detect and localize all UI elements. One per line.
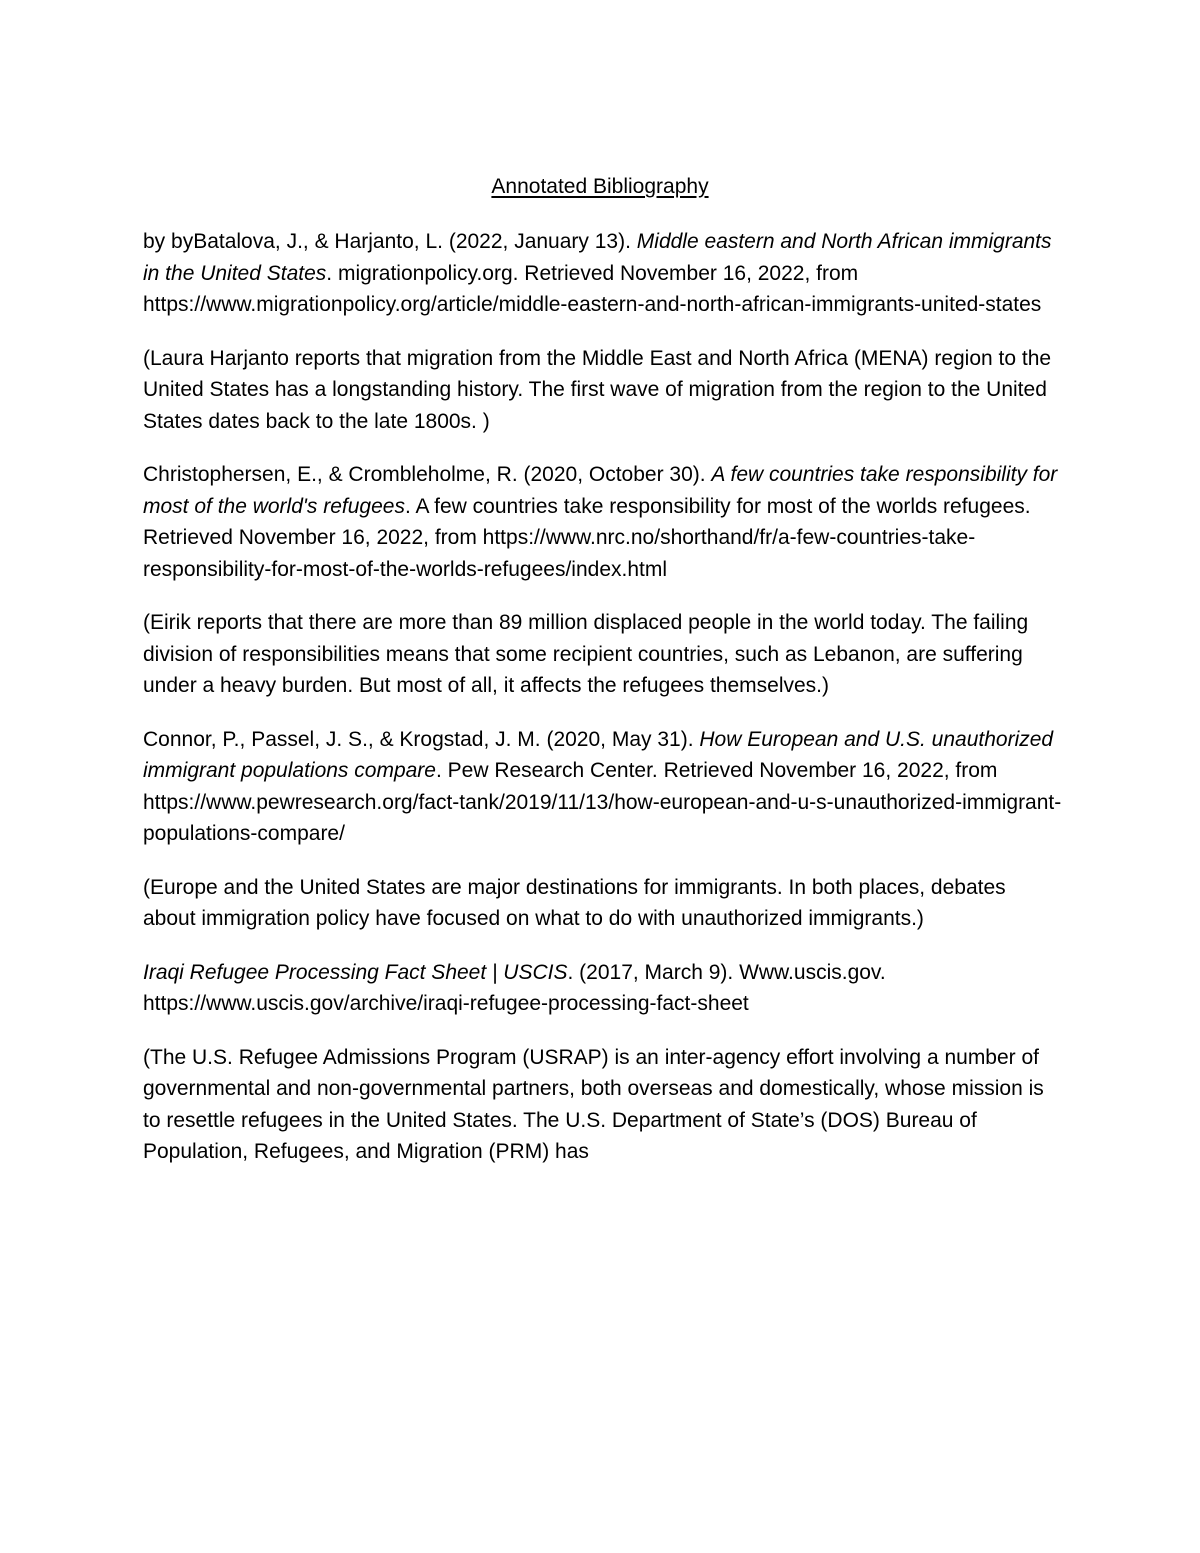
citation-url[interactable]: https://www.pewresearch.org/fact-tank/2019/11/13/how-european-and-u-s-unauthorized-immigrant-populations-compare/	[143, 790, 1062, 845]
annotation: (Eirik reports that there are more than 89 million displaced people in the world today. The failing division of responsibilities means that some recipient countries, such as Lebanon, are suffering under a heavy burden. But most of all, it affects the refugees themselves.)	[143, 611, 1029, 697]
citation	[143, 957, 1063, 1020]
citation-source: . A few countries take responsibility for most of the worlds refugees. Retrieved November 16, 2022, from	[143, 494, 1031, 549]
citation-source: . (2017, March 9). Www.uscis.gov.	[567, 960, 886, 984]
citation-authors: by byBatalova, J., & Harjanto, L. (2022, January 13).	[143, 230, 637, 253]
annotation: (The U.S. Refugee Admissions Program (USRAP) is an inter-agency effort involving a number of governmental and non-governmental partners, both overseas and domestically, whose mission is to resettle refugees in the United States. The U.S. Department of State’s (DOS) Bureau of Population, Refugees, and Migration (PRM) has	[143, 1045, 1044, 1163]
citation-url[interactable]: https://www.migrationpolicy.org/article/middle-eastern-and-north-african-immigrants-united-states	[143, 293, 1042, 316]
citation-url[interactable]: https://www.uscis.gov/archive/iraqi-refugee-processing-fact-sheet	[143, 992, 749, 1015]
citation	[143, 724, 1063, 850]
page-title: Annotated Bibliography	[491, 175, 709, 198]
bibliography-body	[143, 226, 1063, 1190]
citation-title: Middle eastern and North African immigrants in the United States	[143, 230, 1052, 285]
citation-url[interactable]: https://www.nrc.no/shorthand/fr/a-few-countries-take-responsibility-for-most-of-the-worlds-refugees/index.html	[143, 526, 976, 581]
citation-source: . Pew Research Center. Retrieved November 16, 2022, from	[435, 759, 998, 782]
citation-title: Iraqi Refugee Processing Fact Sheet | USCIS	[143, 960, 568, 984]
citation-title: A few countries take responsibility for most of the world's refugees	[143, 463, 1058, 518]
citation-authors: Christophersen, E., & Crombleholme, R. (2020, October 30).	[143, 463, 712, 486]
citation	[143, 459, 1063, 585]
citation	[143, 226, 1063, 321]
citation-source: . migrationpolicy.org. Retrieved November 16, 2022, from	[326, 261, 859, 285]
citation-authors: Connor, P., Passel, J. S., & Krogstad, J. M. (2020, May 31).	[143, 727, 700, 751]
annotation: (Laura Harjanto reports that migration from the Middle East and North Africa (MENA) region to the United States has a longstanding history. The first wave of migration from the region to the United States dates back to the late 1800s. )	[143, 346, 1052, 433]
citation-title: How European and U.S. unauthorized immigrant populations compare	[143, 727, 1054, 782]
annotation: (Europe and the United States are major destinations for immigrants. In both places, debates about immigration policy have focused on what to do with unauthorized immigrants.)	[143, 875, 1006, 930]
